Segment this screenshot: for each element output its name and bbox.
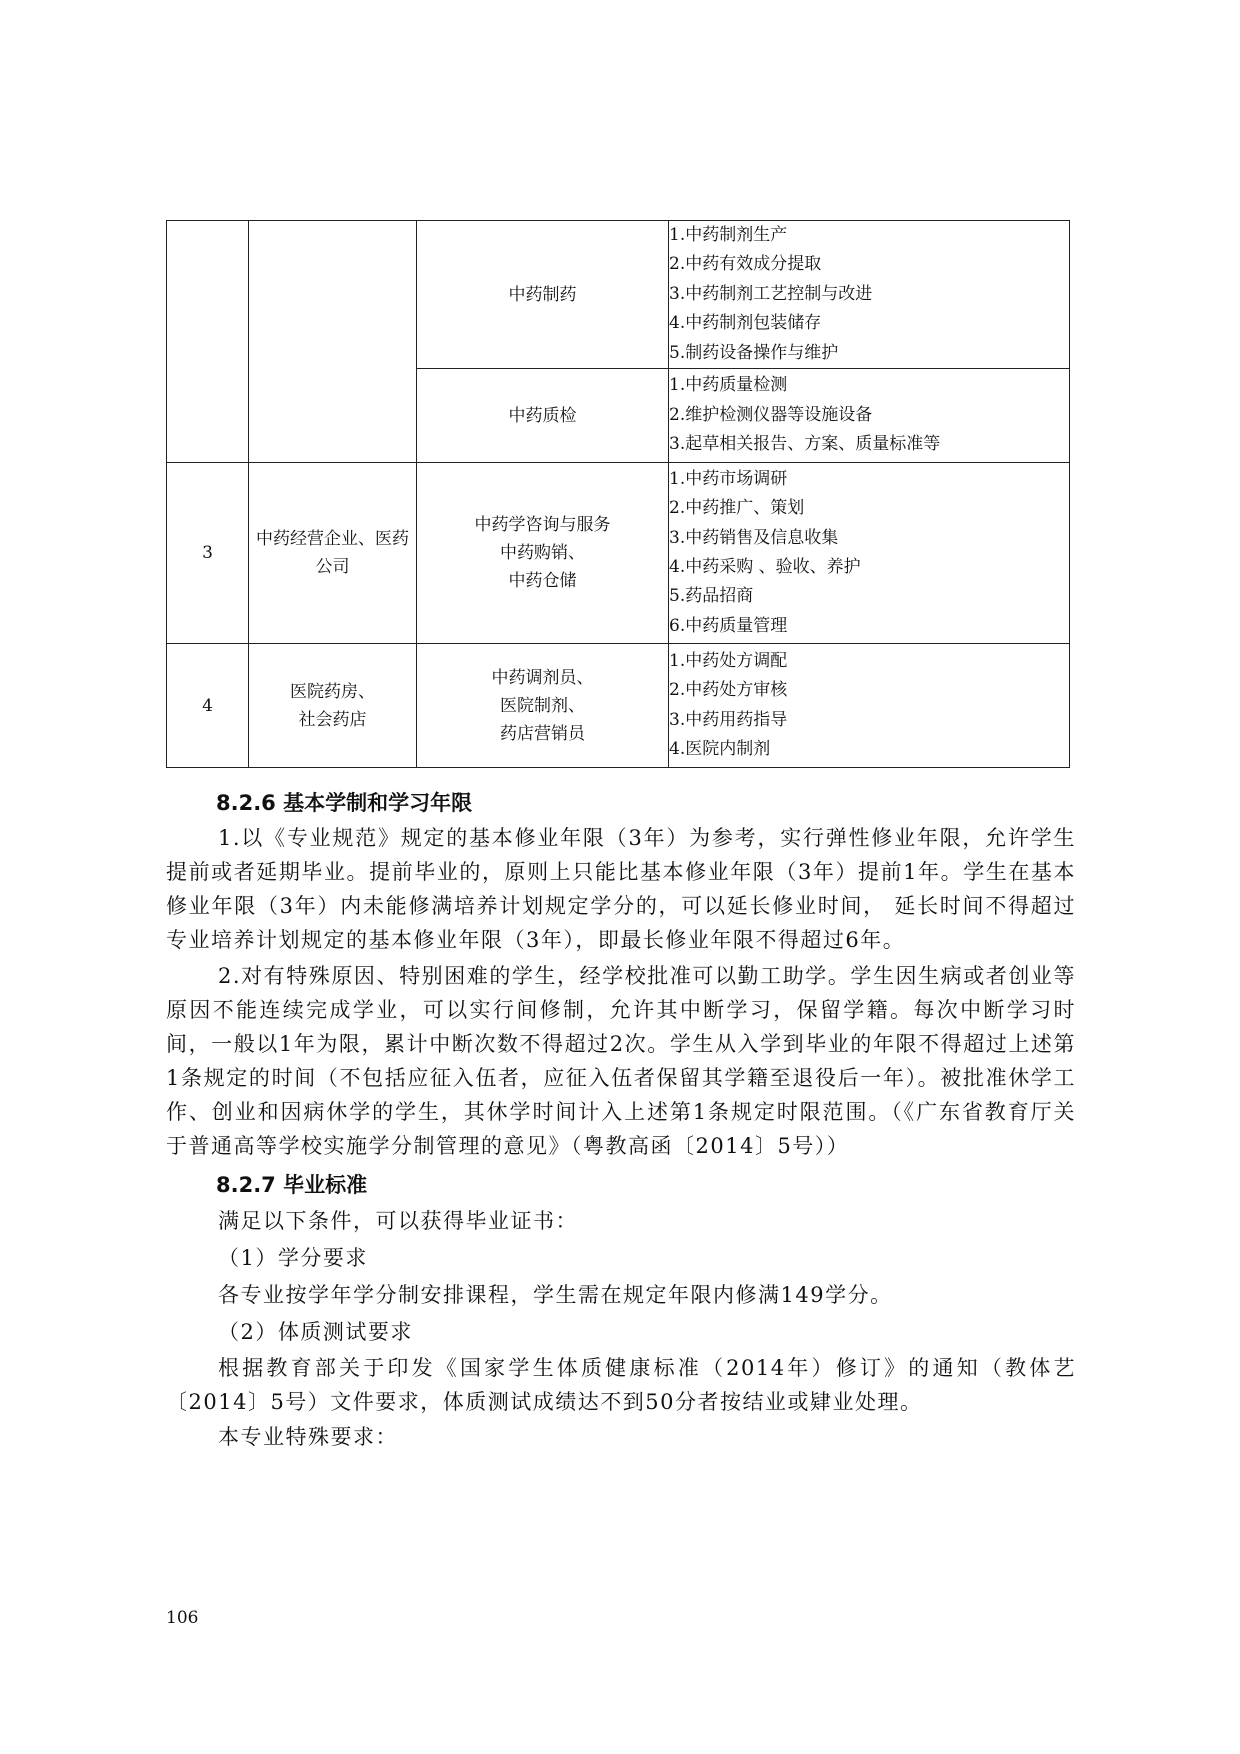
workplace-cell xyxy=(249,221,417,463)
task-item: 3.起草相关报告、方案、质量标准等 xyxy=(669,434,941,455)
post-line: 中药学咨询与服务 xyxy=(474,515,611,536)
workplace-line: 社会药店 xyxy=(298,709,367,730)
post-line: 药店营销员 xyxy=(500,723,585,744)
post-line: 医院制剂、 xyxy=(500,695,585,716)
workplace-line: 公司 xyxy=(315,557,350,578)
task-item: 1.中药制剂生产 xyxy=(669,225,788,245)
special-requirements: 本专业特殊要求： xyxy=(218,1425,398,1449)
post-line: 中药质检 xyxy=(508,405,577,426)
page-number: 106 xyxy=(166,1608,199,1628)
task-item: 3.中药用药指导 xyxy=(669,709,788,730)
workplace-cell xyxy=(249,644,417,768)
credit-requirement-title: （1）学分要求 xyxy=(218,1246,368,1270)
row-number-cell: 3 xyxy=(167,463,249,644)
job-positions-table xyxy=(166,220,1070,768)
task-item: 1.中药处方调配 xyxy=(669,650,788,671)
task-item: 1.中药市场调研 xyxy=(669,468,788,489)
tasks-cell xyxy=(669,644,1070,768)
paragraph-duration-2: 2.对有特殊原因、特别困难的学生，经学校批准可以勤工助学。学生因生病或者创业等原因不能连续完成学业，可以实行间修制，允许其中断学习，保留学籍。每次中断学习时间，一般以1年为限，累计中断次数不得超过2次。学生从入学到毕业的年限不得超过上述第1条规定的时间（不包括应征入伍者，应征入伍者保留其学籍至退役后一年）。被批准休学工作、创业和因病休学的学生，其休学时间计入上述第1条规定时限范围。（《广东省教育厅关于普通高等学校实施学分制管理的意见》（粤教高函〔2014〕5号）） xyxy=(166,964,1076,1158)
tasks-cell xyxy=(669,463,1070,644)
task-item: 2.中药处方审核 xyxy=(669,680,788,701)
task-item: 3.中药制剂工艺控制与改进 xyxy=(669,283,873,304)
post-line: 中药仓储 xyxy=(508,571,577,592)
post-cell xyxy=(417,644,669,768)
task-item: 2.中药推广、策划 xyxy=(669,498,805,519)
section-heading-8-2-6: 8.2.6 基本学制和学习年限 xyxy=(216,791,473,815)
post-cell xyxy=(417,221,669,369)
body-text xyxy=(166,785,1076,1456)
task-item: 5.药品招商 xyxy=(669,586,754,607)
workplace-cell xyxy=(249,463,417,644)
task-item: 3.中药销售及信息收集 xyxy=(669,527,839,548)
task-item: 1.中药质量检测 xyxy=(669,375,788,396)
fitness-requirement-title: （2）体质测试要求 xyxy=(218,1320,413,1344)
fitness-requirement-text: 根据教育部关于印发《国家学生体质健康标准（2014年）修订》的通知（教体艺〔2014〕5号）文件要求，体质测试成绩达不到50分者按结业或肄业处理。 xyxy=(166,1356,1076,1414)
task-item: 2.中药有效成分提取 xyxy=(669,254,822,275)
credit-requirement-text: 各专业按学年学分制安排课程，学生需在规定年限内修满149学分。 xyxy=(218,1283,893,1307)
workplace-line: 医院药房、 xyxy=(290,681,375,702)
post-line: 中药购销、 xyxy=(500,543,585,564)
task-item: 4.中药采购 、验收、养护 xyxy=(669,557,861,578)
table-row xyxy=(167,463,1070,644)
workplace-line: 中药经营企业、医药 xyxy=(256,529,409,550)
paragraph-duration-1: 1.以《专业规范》规定的基本修业年限（3年）为参考，实行弹性修业年限，允许学生提前或者延期毕业。提前毕业的，原则上只能比基本修业年限（3年）提前1年。学生在基本修业年限（3年）内未能修满培养计划规定学分的，可以延长修业时间， 延长时间不得超过专业培养计划规定的基本修业年限（3年），即最长修业年限不得超过6年。 xyxy=(166,826,1076,952)
table-row xyxy=(167,644,1070,768)
task-item: 5.制药设备操作与维护 xyxy=(669,342,839,363)
row-number-cell xyxy=(167,221,249,463)
task-item: 4.中药制剂包装储存 xyxy=(669,313,822,334)
table-row xyxy=(167,221,1070,369)
task-item: 4.医院内制剂 xyxy=(669,738,771,759)
row-number-cell: 4 xyxy=(167,644,249,768)
post-cell xyxy=(417,463,669,644)
graduation-intro: 满足以下条件，可以获得毕业证书： xyxy=(218,1209,578,1233)
section-heading-8-2-7: 8.2.7 毕业标准 xyxy=(216,1173,368,1197)
post-line: 中药制药 xyxy=(508,284,577,305)
tasks-cell xyxy=(669,369,1070,463)
post-cell xyxy=(417,369,669,463)
task-item: 6.中药质量管理 xyxy=(669,615,788,636)
tasks-cell xyxy=(669,221,1070,369)
post-line: 中药调剂员、 xyxy=(491,667,594,688)
task-item: 2.维护检测仪器等设施设备 xyxy=(669,404,873,425)
